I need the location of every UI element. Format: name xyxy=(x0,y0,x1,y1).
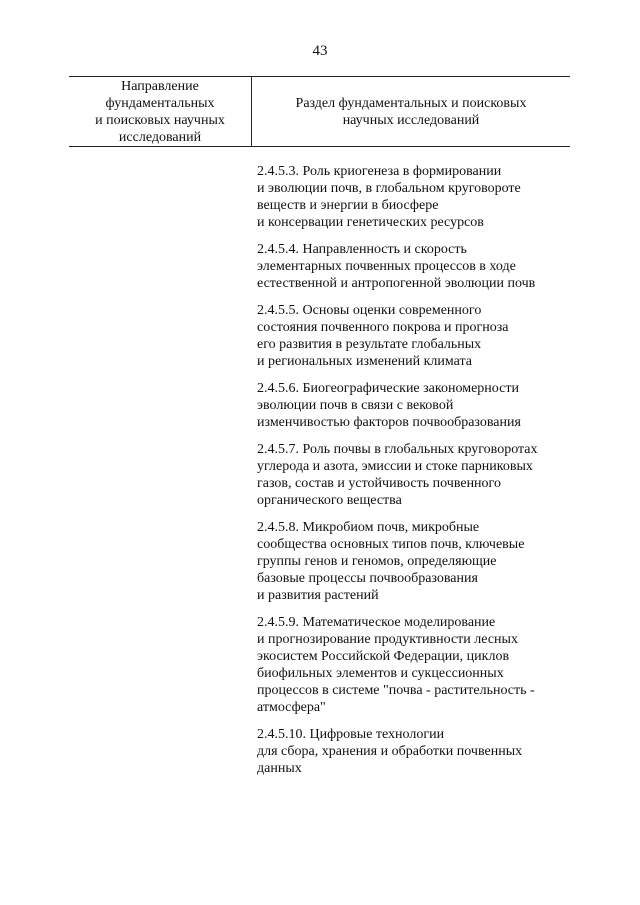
header-column-section xyxy=(252,77,570,146)
header-section-label: Раздел фундаментальных и поисковых научных исследований xyxy=(295,95,527,128)
section-list xyxy=(257,163,577,787)
section-item: 2.4.5.3. Роль криогенеза в формировании и эволюции почв, в глобальном круговороте веществ и энергии в биосфере и консервации генетических ресурсов xyxy=(257,164,521,230)
table-header xyxy=(69,76,570,147)
section-item: 2.4.5.10. Цифровые технологии для сбора, хранения и обработки почвенных данных xyxy=(257,727,523,776)
header-column-direction xyxy=(69,77,252,146)
section-item: 2.4.5.4. Направленность и скорость элементарных почвенных процессов в ходе естественной и антропогенной эволюции почв xyxy=(257,242,536,291)
section-item: 2.4.5.6. Биогеографические закономерности эволюции почв в связи с вековой изменчивостью факторов почвообразования xyxy=(257,381,521,430)
page-number: 43 xyxy=(312,43,328,59)
section-item: 2.4.5.7. Роль почвы в глобальных круговоротах углерода и азота, эмиссии и стоке парниковых газов, состав и устойчивость почвенного органического вещества xyxy=(257,442,538,508)
section-item: 2.4.5.8. Микробиом почв, микробные сообщества основных типов почв, ключевые группы генов и геномов, определяющие базовые процессы почвообразования и развития растений xyxy=(257,520,525,603)
header-direction-label: Направление фундаментальных и поисковых научных исследований xyxy=(95,78,225,145)
section-item: 2.4.5.9. Математическое моделирование и прогнозирование продуктивности лесных экосистем Российской Федерации, циклов биофильных элементов и сукцессионных процессов в системе "почва - растительность - атмосфера" xyxy=(257,615,535,715)
section-item: 2.4.5.5. Основы оценки современного состояния почвенного покрова и прогноза его развития в результате глобальных и региональных изменений климата xyxy=(257,303,509,369)
